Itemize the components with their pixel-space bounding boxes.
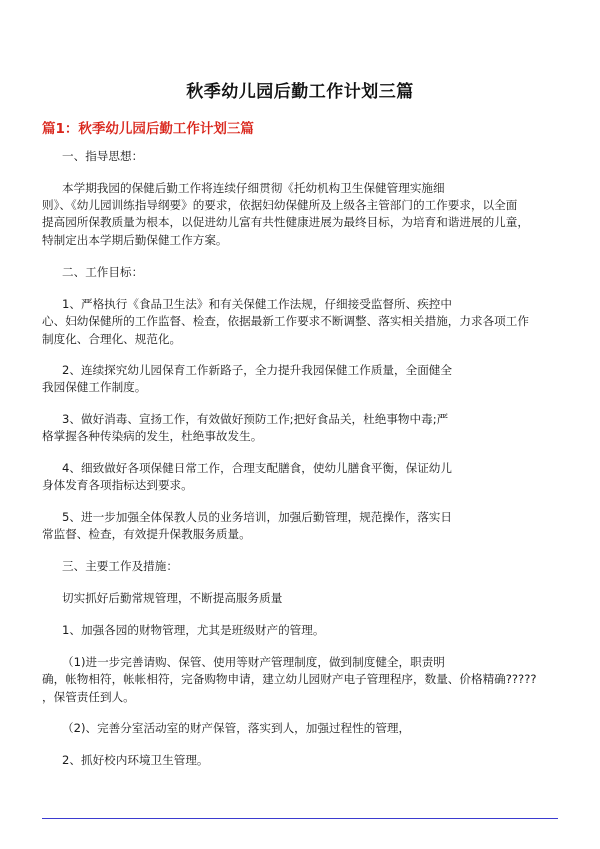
paragraph-line: 5、进一步加强全体保教人员的业务培训，加强后勤管理，规范操作，落实日 (62, 510, 452, 524)
section-heading: 篇1：秋季幼儿园后勤工作计划三篇 (42, 121, 254, 137)
paragraph-line: 本学期我园的保健后勤工作将连续仔细贯彻《托幼机构卫生保健管理实施细 (62, 181, 445, 195)
footer-divider (42, 818, 558, 819)
paragraph-line: 我园保健工作制度。 (42, 380, 147, 394)
paragraph-line: 格掌握各种传染病的发生，杜绝事故发生。 (42, 429, 263, 443)
document-title: 秋季幼儿园后勤工作计划三篇 (186, 82, 414, 102)
paragraph-line: 身体发育各项指标达到要求。 (42, 478, 193, 492)
paragraph-line: 则》、《幼儿园训练指导纲要》的要求，依据妇幼保健所及上级各主管部门的工作要求，以全面 (42, 198, 518, 212)
paragraph-line: （1)进一步完善请购、保管、使用等财产管理制度，做到制度健全，职责明 (62, 655, 445, 669)
paragraph-line: 确，帐物相符，帐帐相符，完备购物申请，建立幼儿园财产电子管理程序，数量、价格精确????? (42, 672, 537, 686)
paragraph-line: 2、连续探究幼儿园保育工作新路子，全力提升我园保健工作质量，全面健全 (62, 363, 452, 377)
paragraph-line: 2、抓好校内环境卫生管理。 (62, 753, 209, 767)
paragraph-line: ，保管责任到人。 (42, 690, 135, 704)
heading-work-goals: 二、工作目标： (62, 265, 144, 279)
paragraph-line: 切实抓好后勤常规管理，不断提高服务质量 (62, 591, 283, 605)
paragraph-line: 1、加强各园的财物管理，尤其是班级财产的管理。 (62, 623, 325, 637)
paragraph-line: 1、严格执行《食品卫生法》和有关保健工作法规，仔细接受监督所、疾控中 (62, 297, 452, 311)
paragraph-line: 4、细致做好各项保健日常工作，合理支配膳食，使幼儿膳食平衡，保证幼儿 (62, 461, 452, 475)
paragraph-line: 提高园所保教质量为根本，以促进幼儿富有共性健康进展为最终目标，为培育和谐进展的儿童， (42, 215, 529, 229)
paragraph-line: 特制定出本学期后勤保健工作方案。 (42, 233, 228, 247)
paragraph-line: 3、做好消毒、宣扬工作，有效做好预防工作;把好食品关，杜绝事物中毒;严 (62, 412, 449, 426)
heading-guiding-ideas: 一、指导思想： (62, 149, 144, 163)
paragraph-line: （2)、完善分室活动室的财产保管，落实到人，加强过程性的管理， (62, 721, 411, 735)
paragraph-line: 常监督、检查，有效提升保教服务质量。 (42, 527, 251, 541)
heading-main-measures: 三、主要工作及措施： (62, 559, 178, 573)
paragraph-line: 制度化、合理化、规范化。 (42, 332, 182, 346)
paragraph-line: 心、妇幼保健所的工作监督、检查，依据最新工作要求不断调整、落实相关措施，力求各项工作 (42, 314, 529, 328)
